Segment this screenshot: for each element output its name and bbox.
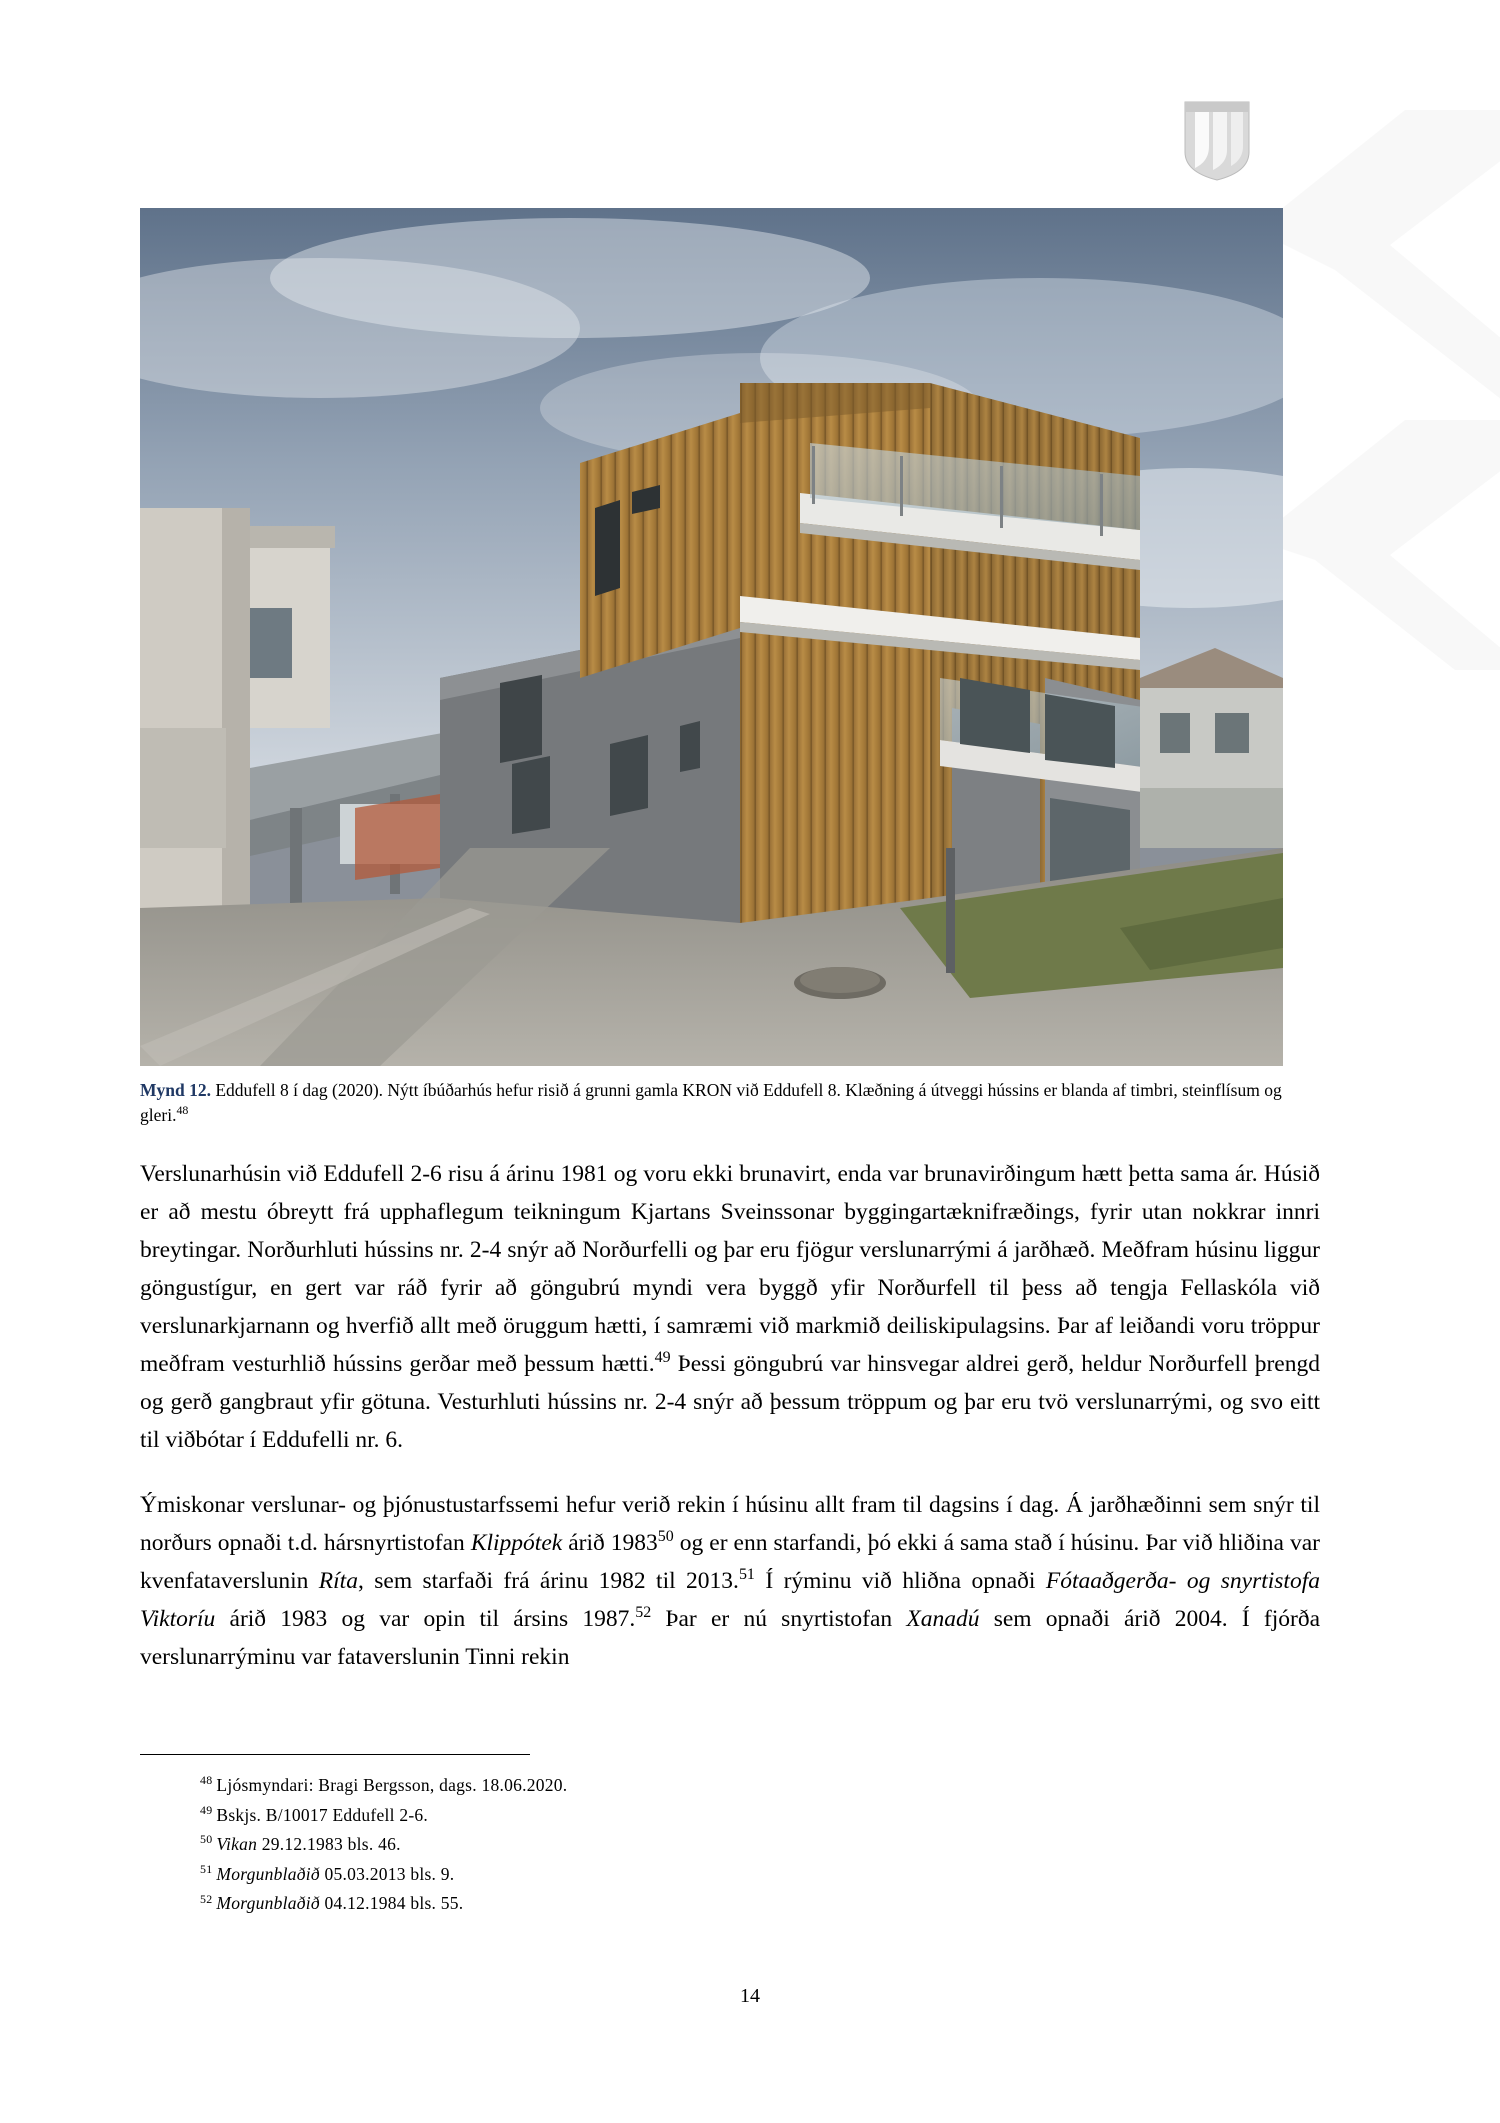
paragraph-1-part-a: Verslunarhúsin við Eddufell 2-6 risu á árinu 1981 og voru ekki brunavirt, enda var brunavirðingum hætt þetta sama ár. Húsið er að mestu óbreytt frá upphaflegum teikningum Kjartans Sveinssonar byggingartæknifræðings, fyrir utan nokkrar innri breytingar. Norðurhluti hússins nr. 2-4 snýr að Norðurfelli og þar eru fjögur verslunarrými á jarðhæð. Meðfram húsinu liggur göngustígur, en gert var ráð fyrir að göngubrú myndi vera byggð yfir Norðurfell til þess að tengja Fellaskóla við verslunarkjarnann og hverfið allt með öruggum hætti, í samræmi við markmið deiliskipulagsins. Þar af leiðandi voru tröppur meðfram vesturhlið hússins gerðar með þessum hætti. xyxy=(140,1161,1320,1378)
footnote-52-source: Morgunblaðið xyxy=(216,1893,320,1914)
paragraph-1-part-b: Þessi göngubrú var hinsvegar aldrei gerð, heldur Norðurfell þrengd og gerð gangbraut yfir götuna. Vesturhluti hússins nr. 2-4 snýr að þessum tröppum og þar eru tvö verslunarrými, og svo eitt til viðbótar í Eddufelli nr. 6. xyxy=(140,1351,1320,1454)
footnote-separator xyxy=(140,1754,530,1755)
paragraph-2-part-e: Í rýminu við hliðna opnaði xyxy=(754,1567,1046,1594)
footnote-list xyxy=(200,1772,1300,1920)
footnote-49 xyxy=(200,1802,1300,1829)
footnote-49-marker: 49 xyxy=(200,1802,213,1817)
figure-caption-footnote-ref: 48 xyxy=(176,1103,189,1118)
footnote-52-text: 04.12.1984 bls. 55. xyxy=(319,1893,464,1914)
footnote-51-marker: 51 xyxy=(200,1861,213,1876)
footnote-50-text: 29.12.1983 bls. 46. xyxy=(257,1834,401,1855)
footnote-48-marker: 48 xyxy=(200,1773,213,1788)
figure-caption-label: Mynd 12. xyxy=(140,1080,211,1100)
footnote-49-text: Bskjs. B/10017 Eddufell 2-6. xyxy=(216,1804,429,1825)
paragraph-2 xyxy=(140,1486,1320,1676)
paragraph-1 xyxy=(140,1155,1320,1460)
footnote-51 xyxy=(200,1861,1300,1888)
footnote-51-text: 05.03.2013 bls. 9. xyxy=(319,1863,455,1884)
business-name-xanadu: Xanadú xyxy=(906,1605,980,1632)
business-name-klippotek: Klippótek xyxy=(470,1529,563,1556)
footnote-50-source: Vikan xyxy=(216,1834,258,1855)
figure-image xyxy=(140,208,1283,1066)
paragraph-2-part-d: , sem starfaði frá árinu 1982 til 2013. xyxy=(357,1567,739,1594)
page-number: 14 xyxy=(740,1985,760,2007)
paragraph-2-part-a: Ýmiskonar verslunar- og þjónustustarfssemi hefur verið rekin í húsinu allt fram til dagsins í dag. Á jarðhæðinni sem snýr til norðurs opnaði t.d. hársnyrtistofan xyxy=(140,1491,1320,1556)
paragraph-2-part-h: sem opnaði árið 2004. Í fjórða verslunarrýminu var fataverslunin Tinni rekin xyxy=(140,1605,1321,1670)
figure-caption-text: Eddufell 8 í dag (2020). Nýtt íbúðarhús hefur risið á grunni gamla KRON við Eddufell 8. Klæðning á útveggi hússins er blanda af timbri, steinflísum og gleri. xyxy=(140,1080,1282,1125)
footnote-48-text: Ljósmyndari: Bragi Bergsson, dags. 18.06.2020. xyxy=(216,1775,568,1795)
footnote-ref-52: 52 xyxy=(635,1603,652,1621)
footnote-52-marker: 52 xyxy=(200,1891,213,1906)
paragraph-2-part-b: árið 1983 xyxy=(562,1529,658,1556)
footnote-48 xyxy=(200,1772,1300,1799)
footnote-50 xyxy=(200,1831,1300,1858)
footnote-ref-49: 49 xyxy=(654,1349,671,1367)
figure-caption xyxy=(140,1078,1320,1128)
coat-of-arms-icon xyxy=(1183,100,1251,182)
footnote-50-marker: 50 xyxy=(200,1832,213,1847)
footnote-51-source: Morgunblaðið xyxy=(216,1863,320,1884)
watermark-graphic xyxy=(1255,110,1500,670)
body-text xyxy=(140,1155,1320,1676)
footnote-52 xyxy=(200,1890,1300,1917)
paragraph-2-part-c: og er enn starfandi, þó ekki á sama stað í húsinu. Þar við hliðina var kvenfataverslunin xyxy=(140,1529,1320,1594)
paragraph-2-part-f: árið 1983 og var opin til ársins 1987. xyxy=(215,1605,636,1632)
business-name-rita: Ríta xyxy=(318,1567,358,1594)
paragraph-2-part-g: Þar er nú snyrtistofan xyxy=(651,1605,907,1632)
footnote-ref-50: 50 xyxy=(657,1527,674,1545)
footnote-ref-51: 51 xyxy=(738,1565,755,1583)
business-name-viktoria: Fótaaðgerða- og snyrtistofa Viktoríu xyxy=(140,1567,1320,1632)
